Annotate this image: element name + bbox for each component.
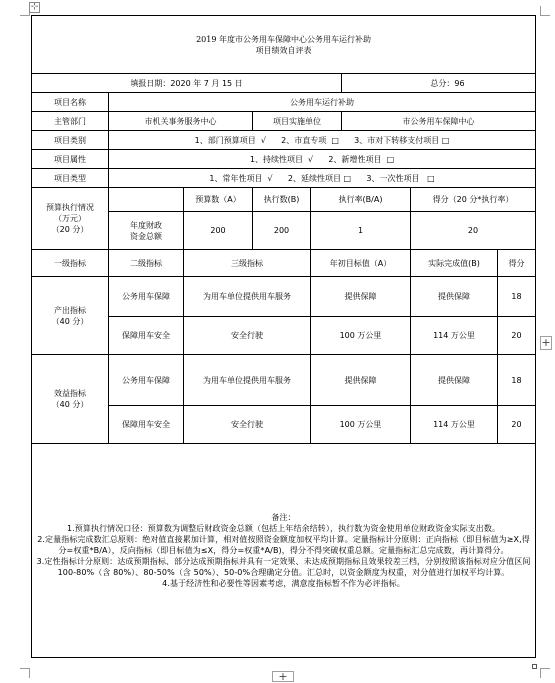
margin-corner-mark [540,668,550,678]
level2-cell: 保障用车安全 [109,406,184,444]
total-score: 总分：96 [342,74,536,93]
indicator-group-name [32,277,109,355]
notes-heading: 备注： [271,513,296,522]
level2-cell: 公务用车保障 [109,277,184,317]
dept-label: 主管部门 [32,112,109,131]
budget-empty-cell [109,188,184,212]
budget-col-budget: 预算数（A） [184,188,253,212]
budget-label-line2: （万元） [54,214,86,223]
level3-cell: 安全行驶 [184,317,311,355]
indicator-header-level1: 一级指标 [32,250,109,277]
level3-cell: 为用车单位提供用车服务 [184,277,311,317]
table-row [32,355,536,406]
note-3: 3.定性指标计分原则：达成预期指标、部分达成预期指标并具有一定效果、未达成预期指标且效果较差三档，分别按照该指标对应分值区间 100-80%（含 80%）、80-50%（含 50%）、50-0%合理确定分值。汇总时，以资金额度为权重，对分值进行加权平均计算。 [36,557,531,577]
budget-score-value: 20 [411,212,536,250]
score-cell: 20 [498,317,536,355]
level3-cell: 安全行驶 [184,406,311,444]
budget-label-line3: （20 分） [51,225,89,234]
title-line-2: 项目绩效自评表 [255,45,312,55]
target-cell: 提供保障 [311,355,411,406]
table-row [32,277,536,317]
target-cell: 100 万公里 [311,406,411,444]
score-cell: 20 [498,406,536,444]
title-line-1: 2019 年度市公务用车保障中心公务用车运行补助 [196,34,371,44]
target-cell: 提供保障 [311,277,411,317]
budget-value: 200 [184,212,253,250]
level2-cell: 保障用车安全 [109,317,184,355]
budget-row-label-line1: 年度财政 [130,220,162,230]
indicator-header-actual: 实际完成值(B) [411,250,498,277]
indicator-group-name [32,355,109,444]
group-name-line2: （40 分） [51,316,89,326]
note-1: 1.预算执行情况口径：预算数为调整后财政资金总额（包括上年结余结转），执行数为资金使用单位财政资金实际支出数。 [66,524,501,533]
note-2: 2.定量指标完成数汇总原则：绝对值直接累加计算，相对值按照资金额度加权平均计算。定量指标计分原则：正向指标（即目标值为≥X,得分=权重*B/A），反向指标（即目标值为≤X，得分=权重*A/B)，得分不得突破权重总额。定量指标汇总完成数，再计算得分。 [37,535,530,555]
project-name-value: 公务用车运行补助 [109,93,536,112]
fill-date: 填报日期：2020 年 7 月 15 日 [32,74,342,93]
category-value: 1、部门预算项目 √ 2、市直专项 □ 3、市对下转移支付项目 □ [109,131,536,150]
budget-col-rate: 执行率(B/A) [311,188,411,212]
actual-cell: 提供保障 [411,355,498,406]
table-title [32,16,536,74]
type-value: 1、常年性项目 √ 2、延续性项目 □ 3、一次性项目 □ [109,169,536,188]
attribute-value: 1、持续性项目 √ 2、新增性项目 □ [109,150,536,169]
level2-cell: 公务用车保障 [109,355,184,406]
indicator-header-level2: 二级指标 [109,250,184,277]
actual-cell: 114 万公里 [411,406,498,444]
margin-corner-mark [20,668,30,678]
category-label: 项目类别 [32,131,109,150]
actual-cell: 114 万公里 [411,317,498,355]
budget-label-line1: 预算执行情况 [46,203,94,212]
level3-cell: 为用车单位提供用车服务 [184,355,311,406]
table-resize-handle[interactable] [532,664,537,669]
add-column-plus-icon[interactable]: + [541,336,551,349]
budget-row-label [109,212,184,250]
actual-cell: 提供保障 [411,277,498,317]
group-name-line1: 产出指标 [54,305,86,315]
attribute-label: 项目属性 [32,150,109,169]
notes-cell [32,444,536,658]
executed-value: 200 [253,212,311,250]
group-name-line2: （40 分） [51,400,89,409]
indicator-header-level3: 三级指标 [184,250,311,277]
budget-section-label [32,188,109,250]
evaluation-table [31,15,536,658]
impl-unit-label: 项目实施单位 [253,112,342,131]
dept-value: 市机关事务服务中心 [109,112,253,131]
indicator-header-score: 得分 [498,250,536,277]
rate-value: 1 [311,212,411,250]
target-cell: 100 万公里 [311,317,411,355]
type-label: 项目类型 [32,169,109,188]
margin-corner-mark [540,6,550,16]
budget-col-score: 得分（20 分*执行率） [411,188,536,212]
project-name-label: 项目名称 [32,93,109,112]
impl-unit-value: 市公务用车保障中心 [342,112,536,131]
add-row-plus-icon[interactable]: + [272,671,294,682]
budget-row-label-line2: 资金总额 [130,231,162,241]
score-cell: 18 [498,277,536,317]
score-cell: 18 [498,355,536,406]
table-move-handle-icon[interactable]: ⊹ [30,2,39,12]
note-4: 4.基于经济性和必要性等因素考虑，满意度指标暂不作为必评指标。 [162,579,405,588]
budget-col-executed: 执行数(B) [253,188,311,212]
group-name-line1: 效益指标 [54,389,86,398]
indicator-header-target: 年初目标值（A） [311,250,411,277]
